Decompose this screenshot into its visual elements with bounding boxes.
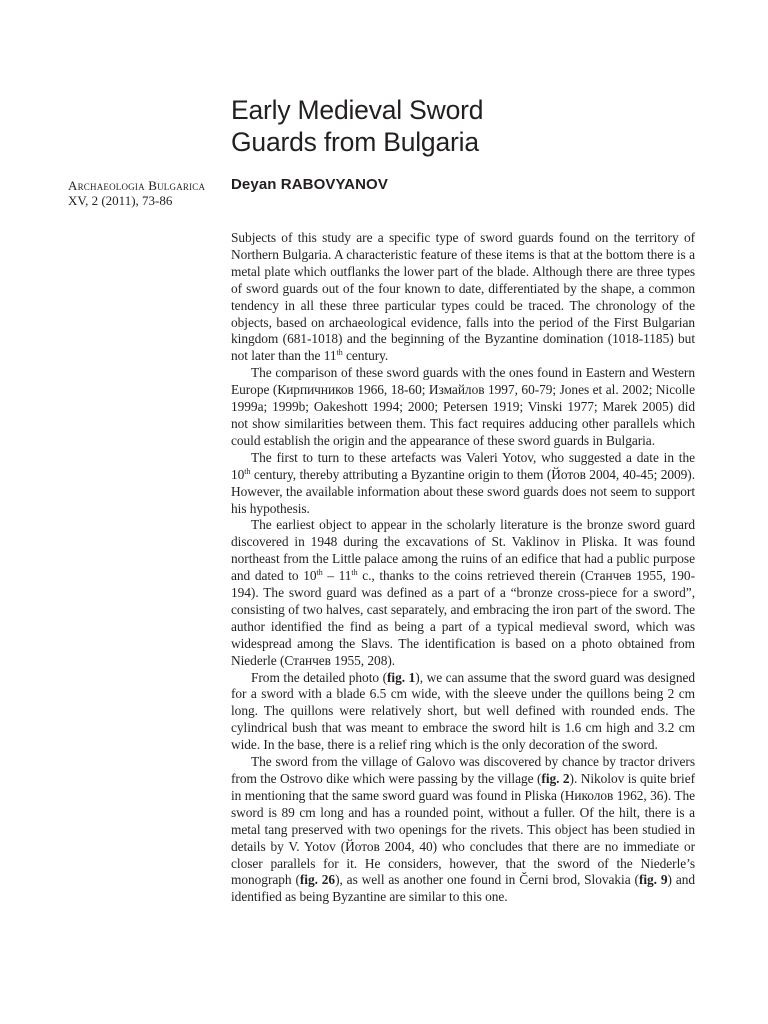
paragraph-text: – 11	[322, 568, 352, 584]
figure-reference: fig. 1	[387, 669, 416, 685]
paragraph-text: century, thereby attributing a Byzantine origin to them (Йотов 2004, 40-45; 2009). However, the available information about these sword guards does not seem to support his hypothesis.	[231, 466, 695, 516]
paragraph-text: Subjects of this study are a specific type of sword guards found on the territory of Northern Bulgaria. A characteristic feature of these items is that at the bottom there is a metal plate which outflanks the lower part of the blade. Although there are three types of sword guards out of the four known to date, differentiated by the shape, a common tendency in all these three particular types could be traced. The chronology of the objects, based on archaeological evidence, falls into the period of the First Bulgarian kingdom (681-1018) and the beginning of the Byzantine domination (1018-1185) but not later than the 11	[231, 230, 695, 364]
paragraph-text: c., thanks to the coins retrieved therein (Станчев 1955, 190-194). The sword guard was defined as a part of a “bronze cross-piece for a sword”, consisting of two halves, cast separately, and embracing the iron part of the sword. The author identified the find as being a part of a typical medieval sword, which was widespread among the Slavs. The identification is based on a photo obtained from Niederle (Станчев 1955, 208).	[231, 568, 695, 668]
paragraph-text: The earliest object to appear in the scholarly literature is the bronze sword guard discovered in 1948 during the excavations of St. Vaklinov in Pliska. It was found northeast from the Little palace among the ruins of an edifice that had a public purpose and dated to 10	[231, 517, 695, 584]
paragraph-text: The comparison of these sword guards with the ones found in Eastern and Western Europe (Кирпичников 1966, 18-60; Измайлов 1997, 60-79; Jones et al. 2002; Nicolle 1999a; 1999b; Oakeshott 1994; 2000; Petersen 1919; Vinski 1977; Marek 2005) did not show similarities between them. This fact requires adducing other parallels which could establish the origin and the appearance of these sword guards in Bulgaria.	[231, 365, 695, 448]
journal-citation	[68, 178, 218, 208]
paragraph-p3	[231, 450, 695, 518]
paragraph-text: century.	[342, 348, 389, 364]
article-body	[231, 230, 695, 906]
article-title-line-2: Guards from Bulgaria	[231, 127, 479, 157]
paragraph-p5	[231, 670, 695, 755]
paragraph-p6	[231, 754, 695, 906]
paragraph-text: ). Nikolov is quite brief in mentioning that the same sword guard was found in Pliska (Николов 1962, 36). The sword is 89 cm long and has a rounded point, without a fuller. Of the hilt, there is a metal tang preserved with two openings for the rivets. This object has been studied in details by V. Yotov (Йотов 2004, 40) who concludes that there are no immediate or closer parallels for it. He considers, however, that the sword of the Niederle’s monograph (	[231, 771, 696, 888]
paragraph-p4	[231, 517, 695, 669]
paragraph-text: ), we can assume that the sword guard was designed for a sword with a blade 6.5 cm wide, with the sleeve under the quillons being 2 cm long. The quillons were relatively short, but well defined with rounded ends. The cylindrical bush that was meant to embrace the sword hilt is 1.6 cm high and 3.2 cm wide. In the base, there is a relief ring which is the only decoration of the sword.	[231, 669, 695, 753]
superscript: th	[244, 466, 251, 476]
article-title	[231, 94, 701, 158]
paragraph-text: ) and identified as being Byzantine are similar to this one.	[231, 872, 696, 905]
paragraph-text: From the detailed photo (	[251, 669, 388, 685]
figure-reference: fig. 26	[299, 872, 336, 888]
superscript: th	[336, 348, 343, 358]
paragraph-text: The first to turn to these artefacts was Valeri Yotov, who suggested a date in the 10	[231, 449, 695, 482]
author-name: Deyan RABOVYANOV	[231, 176, 388, 193]
journal-name: Archaeologia Bulgarica	[68, 178, 206, 193]
paragraph-text: The sword from the village of Galovo was discovered by chance by tractor drivers from the Ostrovo dike which were passing by the village (	[231, 754, 695, 786]
paragraph-p2	[231, 365, 695, 450]
figure-reference: fig. 2	[541, 771, 570, 786]
article-title-line-1: Early Medieval Sword	[231, 95, 484, 125]
journal-volume: XV, 2 (2011), 73-86	[68, 193, 173, 208]
paragraph-p1	[231, 230, 695, 365]
superscript: th	[351, 568, 358, 578]
figure-reference: fig. 9	[638, 872, 668, 888]
paragraph-text: ), as well as another one found in Černi brod, Slovakia (	[335, 872, 639, 888]
superscript: th	[316, 568, 323, 578]
